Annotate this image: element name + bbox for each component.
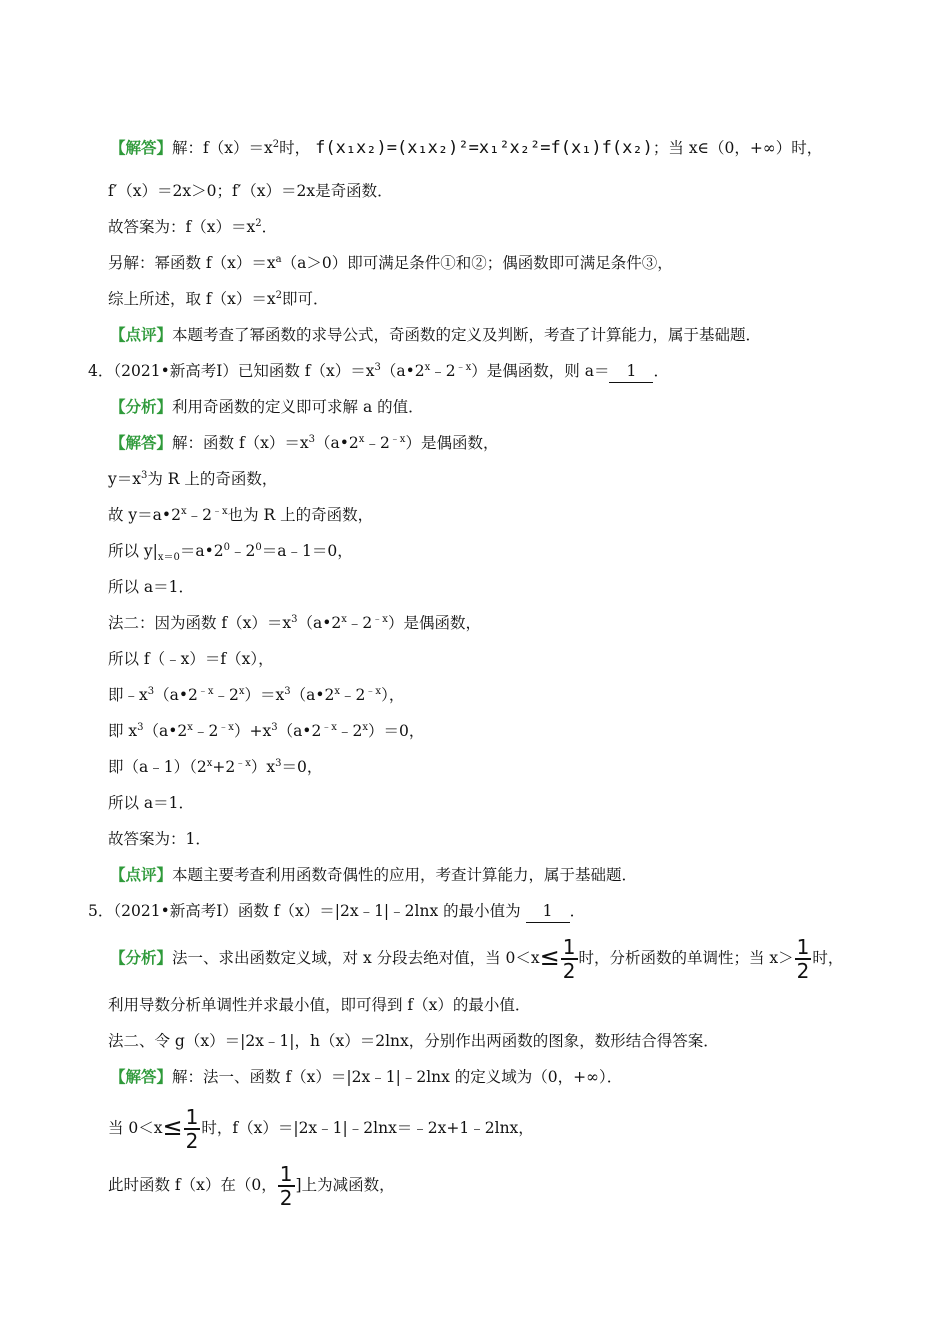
method2-line-4: 即 $x^3(a•2^x﹣2^{﹣x})+x^3(a•2^{﹣x}﹣2^x)=0$， [108, 722, 425, 740]
solution-line-5: 故 $y=a•2^x﹣2^{﹣x}$也为 R 上的奇函数， [108, 506, 374, 524]
answer-tag: 【解答】 [110, 433, 173, 452]
fraction: $\frac{1}{2}$ [796, 935, 810, 983]
method2-analysis-line: 法二、令 g（x）＝|2x﹣1|，h（x）＝2lnx，分别作出两函数的图象，数形结合得答案． [108, 1032, 719, 1050]
analysis-tag: 【分析】 [110, 948, 173, 967]
method2-line-1: 法二：因为函数 $f(x)=x^3(a•2^x﹣2^{﹣x})$是偶函数， [108, 614, 481, 632]
fraction: $\frac{1}{2}$ [562, 935, 576, 983]
solution-line-9: 当 0＜x≤ $\frac{1}{2}$ 时，f（x）＝|2x﹣1|﹣2lnx＝﹣2x+1﹣2lnx， [108, 1105, 534, 1153]
answer-line: 故答案为：$f(x)=x^2$． [108, 218, 278, 236]
problem-5-statement: 5．（2021•新高考Ⅰ）函数 f（x）＝|2x﹣1|﹣2lnx 的最小值为 1 ． [88, 900, 585, 923]
comment-line: 【点评】本题考查了幂函数的求导公式，奇函数的定义及判断，考查了计算能力，属于基础题． [110, 325, 762, 344]
answer-blank: 1 [526, 900, 570, 923]
fraction: $\frac{1}{2}$ [279, 1162, 293, 1210]
method2-line-3: 即$﹣x^3(a•2^{﹣x}﹣2^x)=x^3(a•2^x﹣2^{﹣x})$， [108, 686, 405, 704]
comment-line-2: 【点评】本题主要考查利用函数奇偶性的应用，考查计算能力，属于基础题． [110, 865, 638, 884]
method2-line-5: 即$(a﹣1)(2^x+2^{﹣x})x^3=0$， [108, 758, 323, 776]
answer-tag: 【解答】 [110, 138, 173, 157]
analysis-line: 【分析】利用奇函数的定义即可求解 a 的值． [110, 397, 424, 416]
solution-line-3: 【解答】解：函数 $f(x)=x^3(a•2^x﹣2^{﹣x})$是偶函数， [110, 433, 499, 452]
comment-tag: 【点评】 [110, 865, 173, 884]
solution-line-7: 所以 a＝1． [108, 578, 195, 596]
summary-line: 综上所述，取 $f(x)=x^2$即可． [108, 290, 329, 308]
answer-line-2: 故答案为：1． [108, 830, 211, 848]
solution-line-10: 此时函数 f（x）在（0， $\frac{1}{2}$ ]上为减函数， [108, 1162, 395, 1210]
analysis-line-3: 利用导数分析单调性并求最小值，即可得到 f（x）的最小值． [108, 996, 531, 1014]
comment-tag: 【点评】 [110, 325, 173, 344]
method2-line-6: 所以 a＝1． [108, 794, 195, 812]
problem-4-statement: 4．（2021•新高考Ⅰ）已知函数 $f(x)=x^3(a•2^x﹣2^{﹣x})$是偶函数，则 a＝ 1 ． [88, 360, 669, 383]
solution-line-8: 【解答】解：法一、函数 f（x）＝|2x﹣1|﹣2lnx 的定义域为（0，+∞）． [110, 1067, 623, 1086]
solution-line-6: 所以 $y|_{x=0}=a•2^0﹣2^0=a﹣1=0$， [108, 542, 353, 563]
answer-blank: 1 [609, 360, 653, 383]
solution-line-2: f′（x）＝2x＞0；f′（x）＝2x是奇函数． [108, 182, 393, 200]
analysis-line-2: 【分析】法一、求出函数定义域，对 x 分段去绝对值，当 0＜x≤ $\frac{1}{2}$ 时，分析函数的单调性；当 x＞ $\frac{1}{2}$ 时， [110, 935, 844, 983]
alt-solution-line: 另解：幂函数 $f(x)=x^a(a>0)$即可满足条件①和②；偶函数即可满足条件③， [108, 254, 673, 272]
formula-image: f(x₁x₂)=(x₁x₂)²=x₁²x₂²=f(x₁)f(x₂) [315, 138, 653, 158]
method2-line-2: 所以 f（﹣x）＝f（x）， [108, 650, 274, 668]
fraction: $\frac{1}{2}$ [185, 1105, 199, 1153]
solution-line-4: $y=x^3$为 R 上的奇函数， [108, 470, 278, 488]
analysis-tag: 【分析】 [110, 397, 173, 416]
solution-line-1: 【解答】解：$f(x)=x^2$时， f(x₁x₂)=(x₁x₂)²=x₁²x₂²=f(x₁)f(x₂)；当 x∈（0，+∞）时， [110, 138, 823, 158]
answer-tag: 【解答】 [110, 1067, 173, 1086]
